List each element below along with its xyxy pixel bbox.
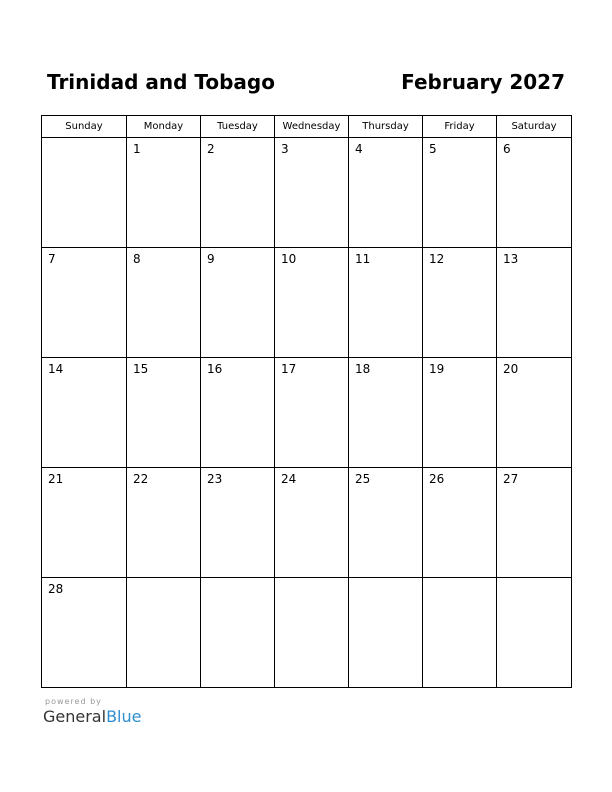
- country-title: Trinidad and Tobago: [47, 70, 275, 94]
- footer-branding: [43, 697, 141, 727]
- day-number: [42, 138, 126, 142]
- day-number: 21: [48, 472, 64, 486]
- brand-name-part1: General: [43, 707, 107, 726]
- day-number: 6: [503, 142, 511, 156]
- day-cell: [127, 248, 201, 358]
- day-cell: [497, 358, 572, 468]
- day-cell: [201, 358, 275, 468]
- day-number: [275, 578, 348, 582]
- day-number: [423, 578, 496, 582]
- day-number: 2: [207, 142, 215, 156]
- day-number: [349, 578, 422, 582]
- day-number: 27: [503, 472, 519, 486]
- week-row: [42, 468, 572, 578]
- weekday-header-row: [42, 116, 572, 138]
- brand-name-part2: Blue: [106, 707, 142, 726]
- day-cell: [275, 578, 349, 688]
- week-row: [42, 358, 572, 468]
- powered-by-text: powered by: [45, 697, 102, 706]
- week-row: [42, 138, 572, 248]
- weekday-friday: Friday: [423, 116, 497, 138]
- week-row: [42, 578, 572, 688]
- day-number: 10: [281, 252, 297, 266]
- day-cell: [423, 578, 497, 688]
- day-cell: [275, 358, 349, 468]
- day-cell: [42, 248, 127, 358]
- day-cell: [497, 138, 572, 248]
- day-cell: [127, 358, 201, 468]
- day-number: 12: [429, 252, 445, 266]
- weekday-sunday: Sunday: [42, 116, 127, 138]
- day-cell: [349, 468, 423, 578]
- day-number: 23: [207, 472, 223, 486]
- day-number: 3: [281, 142, 289, 156]
- day-cell: [42, 468, 127, 578]
- day-cell: [275, 248, 349, 358]
- day-cell: [349, 578, 423, 688]
- day-cell: [349, 358, 423, 468]
- day-cell: [201, 248, 275, 358]
- day-cell: [423, 138, 497, 248]
- day-number: 28: [48, 582, 64, 596]
- day-number: 4: [355, 142, 363, 156]
- day-number: 25: [355, 472, 371, 486]
- brand-logo: [43, 707, 141, 727]
- day-cell: [127, 578, 201, 688]
- weekday-thursday: Thursday: [349, 116, 423, 138]
- day-number: 5: [429, 142, 437, 156]
- day-cell: [275, 138, 349, 248]
- day-number: [201, 578, 274, 582]
- day-number: 7: [48, 252, 56, 266]
- day-cell: [497, 468, 572, 578]
- day-cell: [423, 358, 497, 468]
- day-number: 15: [133, 362, 149, 376]
- day-number: [497, 578, 571, 582]
- day-cell: [497, 578, 572, 688]
- day-number: 17: [281, 362, 297, 376]
- day-cell: [127, 138, 201, 248]
- day-number: 13: [503, 252, 519, 266]
- day-number: 1: [133, 142, 141, 156]
- day-cell: [201, 578, 275, 688]
- day-cell: [423, 468, 497, 578]
- day-number: 22: [133, 472, 149, 486]
- day-cell: [42, 358, 127, 468]
- weekday-saturday: Saturday: [497, 116, 572, 138]
- day-number: 26: [429, 472, 445, 486]
- day-number: 20: [503, 362, 519, 376]
- day-cell: [201, 468, 275, 578]
- day-cell: [349, 138, 423, 248]
- week-row: [42, 248, 572, 358]
- weekday-wednesday: Wednesday: [275, 116, 349, 138]
- weekday-monday: Monday: [127, 116, 201, 138]
- day-cell: [275, 468, 349, 578]
- calendar-grid: [41, 115, 572, 688]
- day-cell: [349, 248, 423, 358]
- day-number: 14: [48, 362, 64, 376]
- day-cell: [127, 468, 201, 578]
- day-number: 8: [133, 252, 141, 266]
- day-number: 11: [355, 252, 371, 266]
- day-number: 16: [207, 362, 223, 376]
- month-title: February 2027: [401, 70, 565, 94]
- day-cell: [201, 138, 275, 248]
- day-number: [127, 578, 200, 582]
- day-cell: [42, 138, 127, 248]
- day-number: 24: [281, 472, 297, 486]
- day-number: 19: [429, 362, 445, 376]
- day-cell: [423, 248, 497, 358]
- day-number: 18: [355, 362, 371, 376]
- day-cell: [497, 248, 572, 358]
- day-cell: [42, 578, 127, 688]
- day-number: 9: [207, 252, 215, 266]
- weekday-tuesday: Tuesday: [201, 116, 275, 138]
